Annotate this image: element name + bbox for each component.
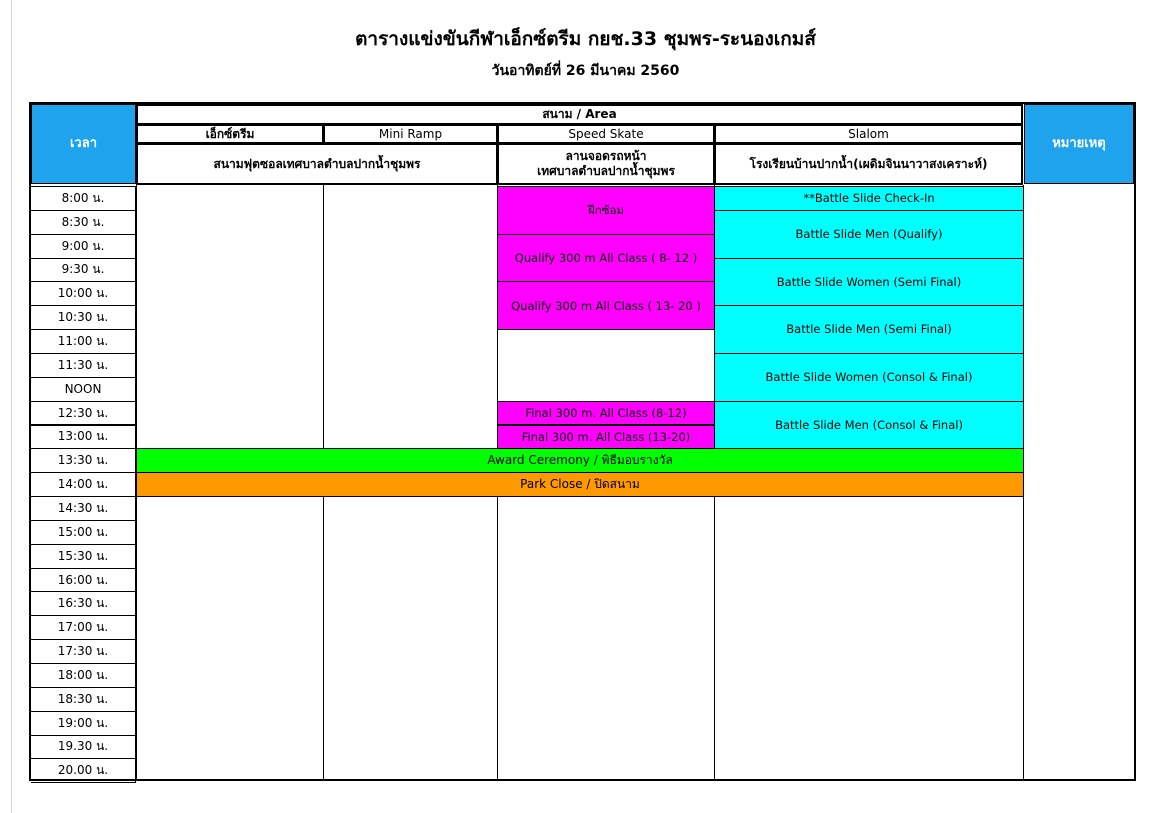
time-slot: 19.30 น. — [31, 735, 136, 760]
time-slot: 8:00 น. — [31, 186, 136, 211]
time-slot: 17:00 น. — [31, 615, 136, 640]
time-slot: 16:30 น. — [31, 591, 136, 616]
time-slot: 12:30 น. — [31, 401, 136, 426]
venue-speed-skate-line2: เทศบาลตำบลปากน้ำชุมพร — [537, 164, 675, 178]
column-mini-ramp-name: Mini Ramp — [323, 124, 498, 144]
time-slot: 10:30 น. — [31, 305, 136, 330]
speed-skate-event: Final 300 m. All Class (13-20) — [497, 425, 715, 450]
time-slot: 10:00 น. — [31, 281, 136, 306]
speed-skate-event: Final 300 m. All Class (8-12) — [497, 401, 715, 426]
time-slot: 15:30 น. — [31, 544, 136, 569]
slalom-event: Battle Slide Men (Consol & Final) — [714, 401, 1024, 450]
page-edge — [0, 0, 12, 813]
speed-skate-event: Qualify 300 m All Class ( 8- 12 ) — [497, 234, 715, 283]
slalom-event: Battle Slide Women (Consol & Final) — [714, 353, 1024, 402]
area-header: สนาม / Area — [136, 104, 1023, 125]
time-slot: 18:00 น. — [31, 663, 136, 688]
time-slot: 14:00 น. — [31, 472, 136, 497]
column-speed-skate-name: Speed Skate — [497, 124, 715, 144]
time-slot: 13:30 น. — [31, 448, 136, 473]
venue-speed-skate-line1: ลานจอดรถหน้า — [565, 149, 647, 163]
time-slot: NOON — [31, 377, 136, 402]
slalom-event: **Battle Slide Check-In — [714, 186, 1024, 211]
time-slot: 14:30 น. — [31, 496, 136, 521]
column-extreme-name: เอ็กซ์ตรีม — [136, 124, 324, 144]
column-slalom-name: Slalom — [714, 124, 1023, 144]
time-slot: 11:00 น. — [31, 329, 136, 354]
park-close-row: Park Close / ปิดสนาม — [136, 472, 1024, 497]
time-slot: 20.00 น. — [31, 758, 136, 783]
speed-skate-event: ฝึกซ้อม — [497, 186, 715, 235]
time-slot: 18:30 น. — [31, 687, 136, 712]
time-slot: 8:30 น. — [31, 210, 136, 235]
time-slot: 16:00 น. — [31, 568, 136, 593]
slalom-event: Battle Slide Women (Semi Final) — [714, 258, 1024, 307]
time-slot: 9:30 น. — [31, 258, 136, 283]
slalom-event: Battle Slide Men (Qualify) — [714, 210, 1024, 259]
document-title: ตารางแข่งขันกีฬาเอ็กซ์ตรีม กยช.33 ชุมพร-ระนองเกมส์ — [355, 28, 816, 50]
time-slot: 17:30 น. — [31, 639, 136, 664]
venue-speed-skate — [497, 143, 715, 185]
award-ceremony-row: Award Ceremony / พิธีมอบรางวัล — [136, 448, 1024, 473]
speed-skate-event: Qualify 300 m All Class ( 13- 20 ) — [497, 281, 715, 330]
time-slot: 11:30 น. — [31, 353, 136, 378]
time-slot: 9:00 น. — [31, 234, 136, 259]
venue-slalom: โรงเรียนบ้านปากน้ำ(เผดิมจินนาวาสงเคราะห์) — [714, 143, 1023, 185]
document-subtitle: วันอาทิตย์ที่ 26 มีนาคม 2560 — [491, 63, 680, 79]
remarks-header: หมายเหตุ — [1024, 104, 1134, 184]
slalom-event: Battle Slide Men (Semi Final) — [714, 305, 1024, 354]
venue-extreme: สนามฟุตซอลเทศบาลตำบลปากน้ำชุมพร — [136, 143, 498, 185]
time-slot: 13:00 น. — [31, 425, 136, 450]
time-slot: 19:00 น. — [31, 711, 136, 736]
time-slot: 15:00 น. — [31, 520, 136, 545]
time-header: เวลา — [31, 104, 136, 184]
